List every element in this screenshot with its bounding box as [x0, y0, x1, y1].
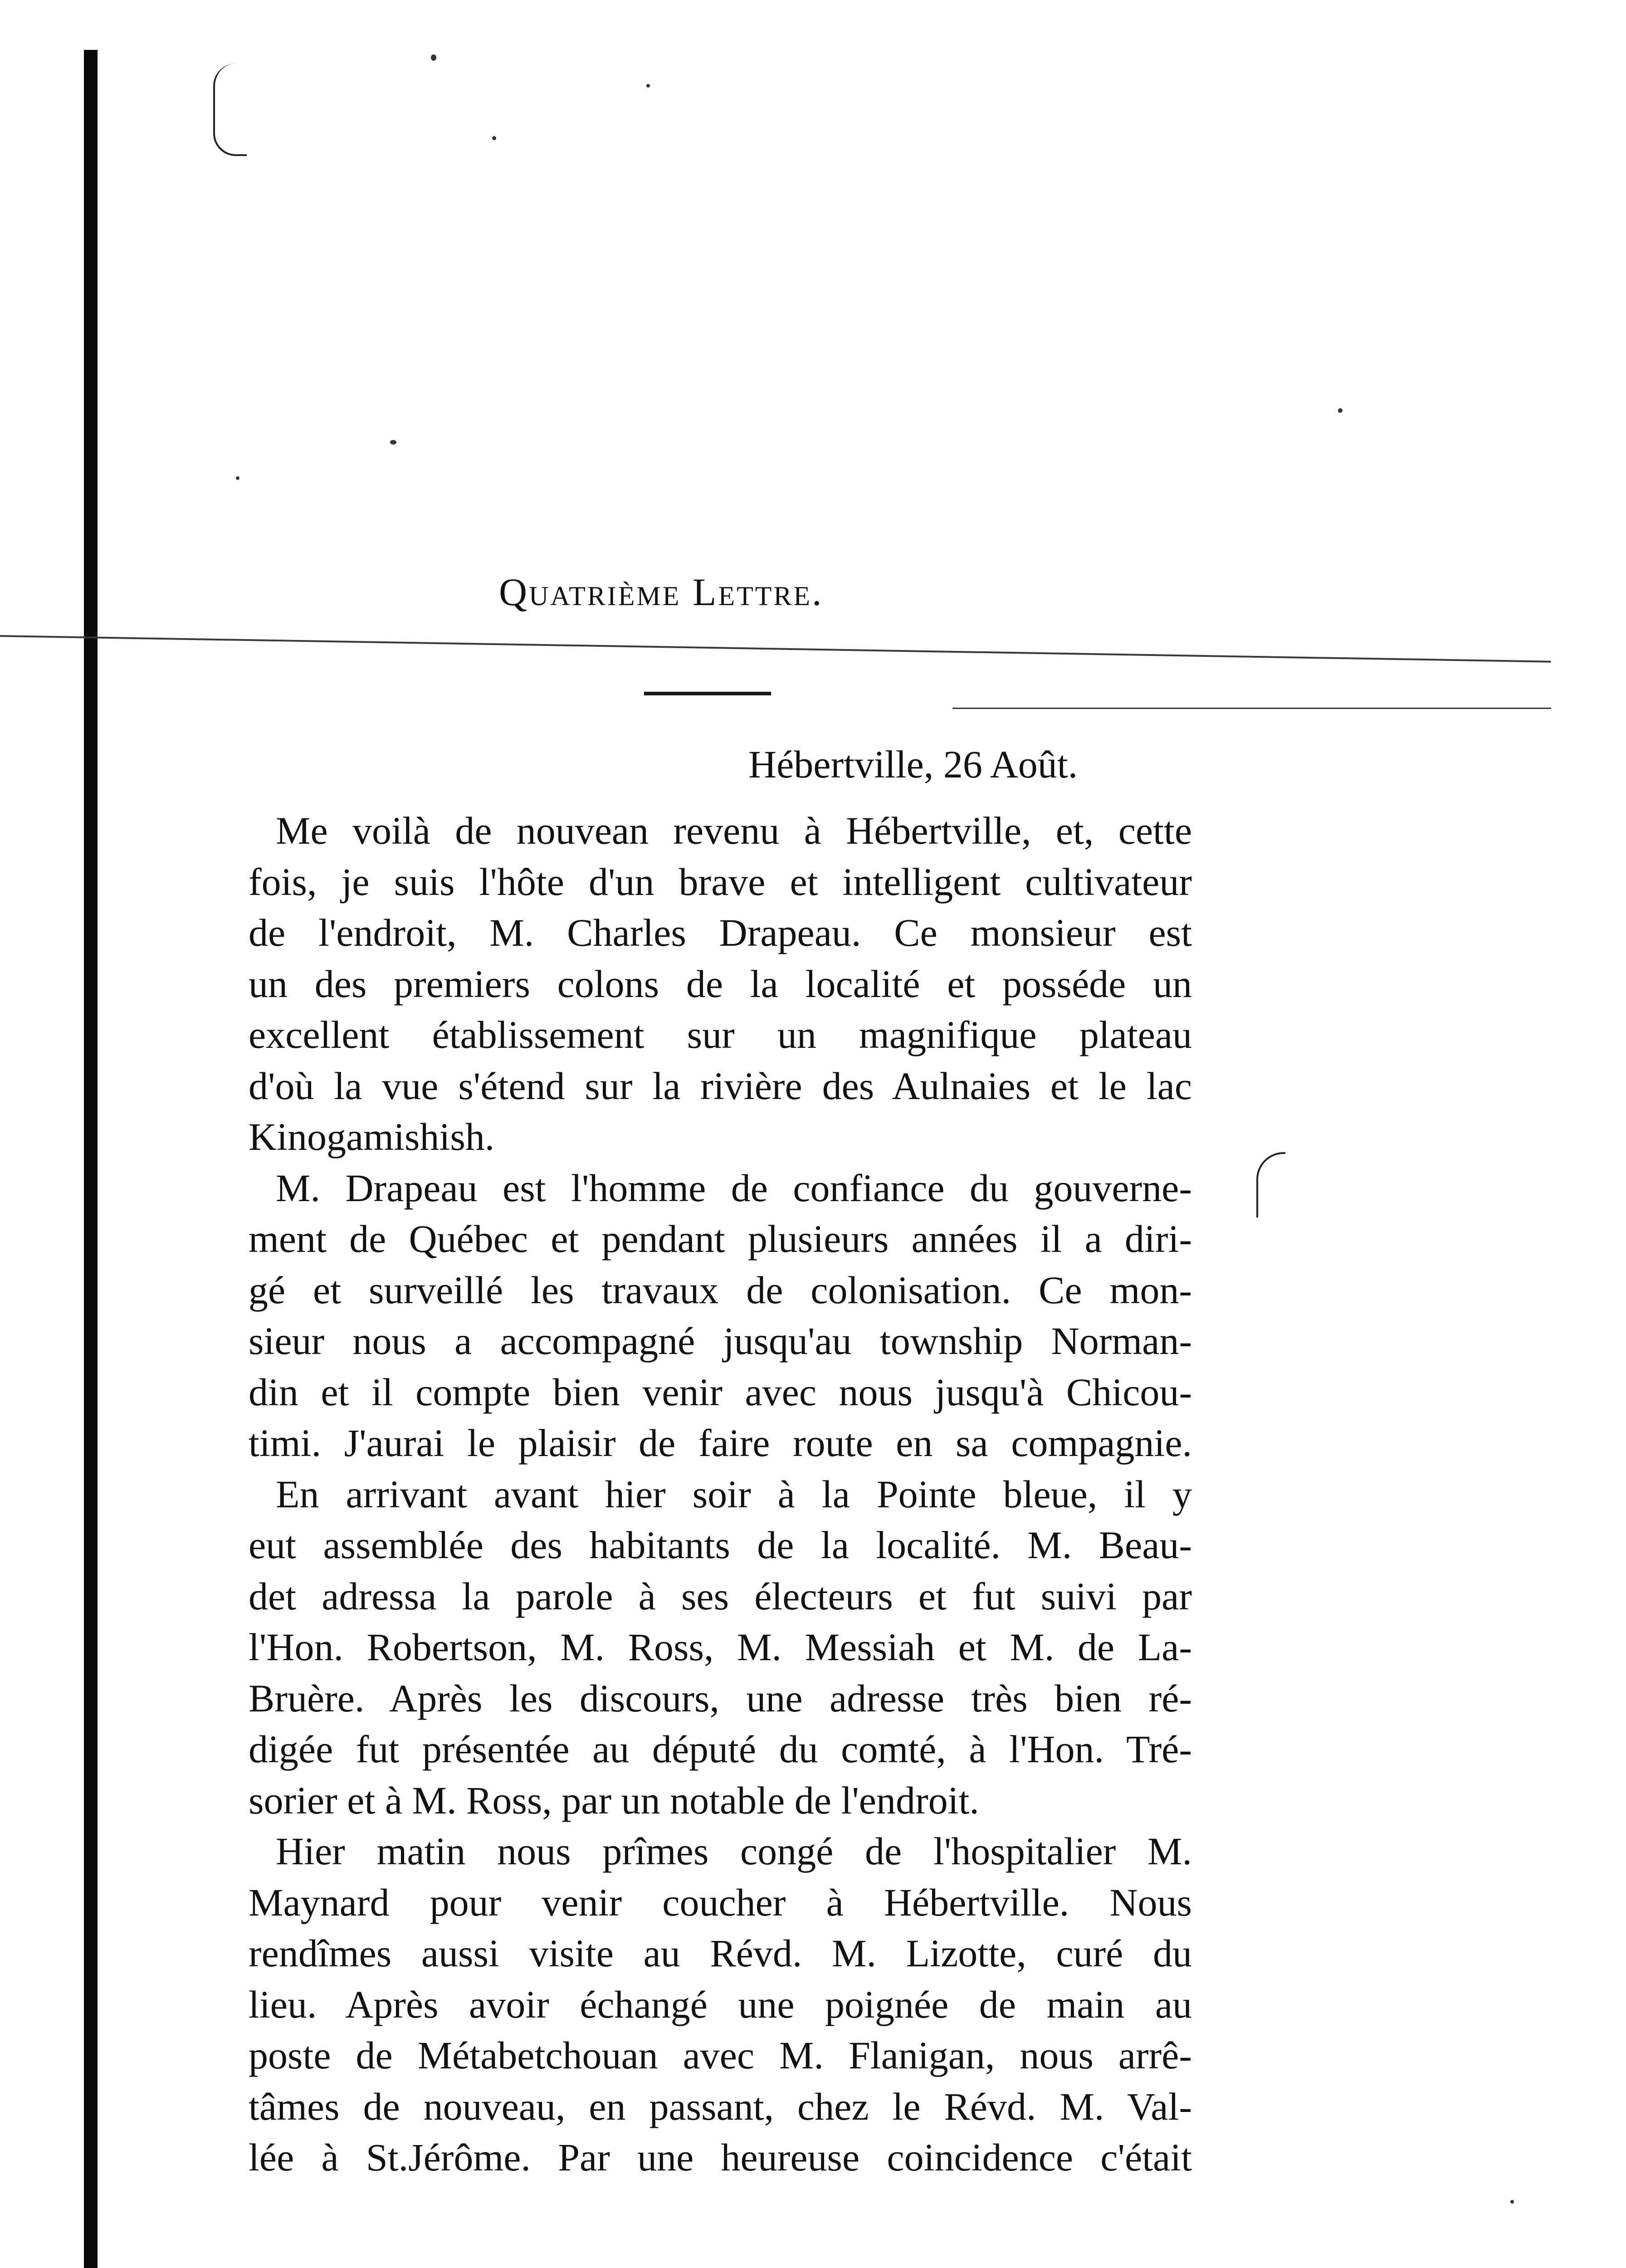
paragraph: [249, 1469, 1192, 1826]
text-line: tâmes de nouveau, en passant, chez le Révd. M. Val-: [249, 2084, 1192, 2128]
text-line: Hier matin nous prîmes congé de l'hospitalier M.: [276, 1829, 1192, 1873]
text-line: rendîmes aussi visite au Révd. M. Lizotte, curé du: [249, 1931, 1192, 1975]
text-line: poste de Métabetchouan avec M. Flanigan, nous arrê-: [249, 2033, 1192, 2077]
text-line: ment de Québec et pendant plusieurs années il a diri-: [249, 1217, 1192, 1261]
text-line: M. Drapeau est l'homme de confiance du gouverne-: [276, 1166, 1192, 1210]
text-line: gé et surveillé les travaux de colonisation. Ce mon-: [249, 1268, 1192, 1312]
margin-bracket-mark: [213, 64, 247, 156]
scan-speck: [492, 136, 496, 140]
paragraph: [249, 1826, 1192, 2183]
text-line: Me voilà de nouvean revenu à Hébertville, et, cette: [276, 809, 1192, 852]
text-line: lieu. Après avoir échangé une poignée de main au: [249, 1982, 1192, 2026]
text-line: sorier et à M. Ross, par un notable de l'endroit.: [249, 1778, 979, 1822]
text-line: det adressa la parole à ses électeurs et fut suivi par: [249, 1574, 1192, 1618]
text-line: Maynard pour venir coucher à Hébertville. Nous: [249, 1880, 1192, 1924]
text-line: lée à St.Jérôme. Par une heureuse coincidence c'était: [249, 2136, 1192, 2179]
text-line: eut assemblée des habitants de la localité. M. Beau-: [249, 1523, 1192, 1567]
scan-speck: [646, 84, 650, 88]
margin-bracket-mark: [1256, 1152, 1285, 1217]
text-line: d'où la vue s'étend sur la rivière des Aulnaies et le lac: [249, 1064, 1192, 1108]
binding-edge: [84, 50, 98, 2268]
text-line: digée fut présentée au député du comté, à l'Hon. Tré-: [249, 1727, 1192, 1771]
scan-speck: [1510, 2200, 1514, 2204]
paragraph: [249, 805, 1192, 1163]
text-line: Kinogamishish.: [249, 1115, 495, 1158]
text-line: timi. J'aurai le plaisir de faire route en sa compagnie.: [249, 1421, 1192, 1465]
text-line: excellent établissement sur un magnifique plateau: [249, 1013, 1192, 1056]
letter-body: [249, 805, 1192, 2183]
scan-artifact-line: [952, 708, 1551, 709]
letter-heading: Quatrième Lettre.: [499, 570, 824, 614]
paragraph: [249, 1163, 1192, 1469]
text-line: un des premiers colons de la localité et posséde un: [249, 962, 1192, 1006]
scan-artifact-line: [0, 635, 1551, 663]
text-line: de l'endroit, M. Charles Drapeau. Ce monsieur est: [249, 911, 1192, 954]
heading-rule: [644, 692, 771, 695]
scan-speck: [390, 440, 396, 445]
scan-speck: [1338, 408, 1343, 413]
text-line: En arrivant avant hier soir à la Pointe bleue, il y: [276, 1472, 1192, 1516]
text-line: din et il compte bien venir avec nous jusqu'à Chicou-: [249, 1370, 1192, 1414]
text-line: l'Hon. Robertson, M. Ross, M. Messiah et M. de La-: [249, 1625, 1192, 1669]
scan-speck: [431, 54, 436, 61]
text-line: Bruère. Après les discours, une adresse très bien ré-: [249, 1676, 1192, 1720]
text-line: fois, je suis l'hôte d'un brave et intelligent cultivateur: [249, 860, 1192, 904]
text-line: sieur nous a accompagné jusqu'au township Norman-: [249, 1319, 1192, 1363]
letter-dateline: Hébertville, 26 Août.: [748, 743, 1078, 786]
scan-speck: [236, 476, 239, 480]
